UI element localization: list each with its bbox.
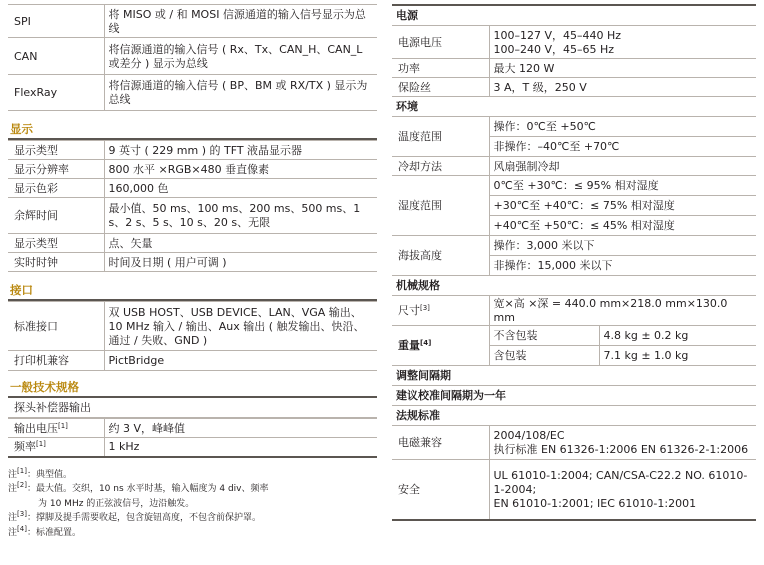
row-value: 最大 120 W [489, 59, 756, 78]
row-sublabel: 不含包装 [489, 326, 599, 346]
row-value: 非操作：15,000 米以下 [489, 256, 756, 276]
row-value: 操作：0℃至 +50℃ [489, 117, 756, 137]
note-prefix: 注 [8, 527, 18, 538]
footnote-ref: [4] [17, 524, 27, 533]
table-row [392, 296, 756, 326]
row-value: 4.8 kg ± 0.2 kg [599, 326, 756, 346]
table-row [8, 5, 377, 38]
row-label: 实时时钟 [8, 253, 104, 272]
table-row [8, 351, 377, 371]
row-value: 点、矢量 [104, 234, 377, 253]
row-value: 将 MISO 或 / 和 MOSI 信源通道的输入信号显示为总线 [104, 5, 377, 38]
note-prefix: 注 [8, 513, 18, 523]
row-label: SPI [8, 5, 104, 38]
row-sublabel: 含包装 [489, 346, 599, 366]
footnote-ref: [1] [36, 440, 46, 449]
row-label: 打印机兼容 [8, 351, 104, 371]
right-column [392, 4, 756, 521]
table-row [392, 26, 756, 59]
row-label: 海拔高度 [392, 236, 489, 276]
note-text: ：最大值。交织，10 ns 水平时基，输入幅度为 4 div、频率 [26, 484, 269, 494]
row-value: +30℃至 +40℃：≤ 75% 相对湿度 [489, 196, 756, 216]
row-value: UL 61010-1:2004; CAN/CSA-C22.2 NO. 61010-1-2004; EN 61010-1:2001; IEC 61010-1:2001 [489, 460, 756, 520]
section-title-environment: 环境 [396, 100, 418, 113]
footnote [8, 482, 377, 497]
row-value: 3 A，T 级，250 V [489, 78, 756, 97]
table-row [392, 157, 756, 176]
row-label-text: 尺寸 [398, 304, 420, 317]
note-prefix: 注 [8, 469, 18, 480]
power-table [392, 25, 756, 97]
row-value: PictBridge [104, 351, 377, 371]
footnote-ref: [3] [420, 304, 430, 312]
note-text: ：撑脚及提手需要收起，包含旋钮高度，不包含前保护罩。 [26, 513, 261, 523]
row-value: 时间及日期 ( 用户可调 ) [104, 253, 377, 272]
row-value: 9 英寸 ( 229 mm ) 的 TFT 液晶显示器 [104, 141, 377, 160]
row-label-text: 输出电压 [14, 421, 58, 435]
decode-table [8, 4, 377, 111]
row-value: 800 水平 ×RGB×480 垂直像素 [104, 160, 377, 179]
row-label [8, 419, 104, 438]
display-table [8, 140, 377, 272]
general-table [8, 418, 377, 458]
footnote-ref: [2] [17, 481, 27, 489]
row-label: 显示色彩 [8, 179, 104, 198]
row-label [392, 326, 489, 366]
regulatory-table [392, 425, 756, 521]
row-value: 风扇强制冷却 [489, 157, 756, 176]
row-label: 功率 [392, 59, 489, 78]
row-value: 将信源通道的输入信号 ( Rx、Tx、CAN_H、CAN_L 或差分 ) 显示为总线 [104, 38, 377, 75]
row-label: 显示分辨率 [8, 160, 104, 179]
row-label: 电源电压 [392, 26, 489, 59]
note-text: ：典型值。 [26, 469, 72, 480]
table-row [8, 179, 377, 198]
row-label: FlexRay [8, 75, 104, 111]
row-label: 湿度范围 [392, 176, 489, 236]
section-title-power: 电源 [392, 4, 756, 25]
environment-table [392, 116, 756, 276]
row-value: 160,000 色 [104, 179, 377, 198]
row-value: 非操作：–40℃至 +70℃ [489, 137, 756, 157]
row-value: 宽×高 ×深 = 440.0 mm×218.0 mm×130.0 mm [489, 296, 756, 326]
table-row [8, 38, 377, 75]
row-label: 温度范围 [392, 117, 489, 157]
row-value: 1 kHz [104, 438, 377, 457]
mechanical-table [392, 295, 756, 366]
row-value: 最小值、50 ms、100 ms、200 ms、500 ms、1 s、2 s、5 s、10 s、20 s、无限 [104, 198, 377, 234]
note-prefix: 注 [8, 484, 18, 494]
footnote-ref: [1] [17, 466, 27, 475]
table-row [8, 198, 377, 234]
table-row [392, 460, 756, 520]
row-value: 约 3 V，峰峰值 [104, 419, 377, 438]
footnote [8, 526, 377, 541]
row-value: 将信源通道的输入信号 ( BP、BM 或 RX/TX ) 显示为总线 [104, 75, 377, 111]
row-value: 操作：3,000 米以下 [489, 236, 756, 256]
footnote-ref: [3] [17, 510, 27, 518]
row-label-text: 频率 [14, 440, 36, 454]
row-label: 冷却方法 [392, 157, 489, 176]
row-label: CAN [8, 38, 104, 75]
row-value: 双 USB HOST、USB DEVICE、LAN、VGA 输出、10 MHz 输入 / 输出、Aux 输出 ( 触发输出、快沿、通过 / 失败、GND ) [104, 302, 377, 351]
probe-comp-label: 探头补偿器输出 [8, 398, 377, 418]
row-label: 安全 [392, 460, 489, 520]
note-text: 为 10 MHz 的正弦波信号，边沿触发。 [38, 498, 195, 509]
row-label [392, 296, 489, 326]
section-title-general: 一般技术规格 [8, 379, 377, 398]
table-row [8, 438, 377, 457]
row-value: 2004/108/EC 执行标准 EN 61326-1:2006 EN 61326-2-1:2006 [489, 426, 756, 460]
row-label: 电磁兼容 [392, 426, 489, 460]
row-label: 显示类型 [8, 234, 104, 253]
row-label: 余辉时间 [8, 198, 104, 234]
footnotes [8, 468, 377, 541]
table-row [392, 326, 756, 346]
table-row [8, 234, 377, 253]
row-value: +40℃至 +50℃：≤ 45% 相对湿度 [489, 216, 756, 236]
section-title-mechanical: 机械规格 [396, 279, 440, 292]
table-row [8, 253, 377, 272]
section-title-display: 显示 [8, 121, 377, 140]
row-value: 100–127 V，45–440 Hz 100–240 V，45–65 Hz [489, 26, 756, 59]
table-row [392, 236, 756, 256]
row-label-text: 重量 [398, 339, 420, 352]
left-column [8, 4, 377, 540]
table-row [392, 117, 756, 137]
footnote-ref: [4] [420, 339, 432, 347]
section-title-calibration: 调整间隔期 [396, 369, 451, 382]
table-row [8, 141, 377, 160]
table-row [392, 78, 756, 97]
table-row [392, 176, 756, 196]
interface-table [8, 301, 377, 371]
note-text: ：标准配置。 [26, 527, 81, 538]
calibration-value: 建议校准间隔期为一年 [392, 385, 756, 406]
row-label: 保险丝 [392, 78, 489, 97]
table-row [392, 426, 756, 460]
footnote [8, 511, 377, 526]
row-label [8, 438, 104, 457]
section-title-regulatory: 法规标准 [396, 409, 440, 422]
row-value: 7.1 kg ± 1.0 kg [599, 346, 756, 366]
table-row [8, 419, 377, 438]
row-value: 0℃至 +30℃：≤ 95% 相对湿度 [489, 176, 756, 196]
footnote-ref: [1] [58, 421, 68, 430]
table-row [8, 75, 377, 111]
section-title-interface: 接口 [8, 282, 377, 301]
footnote [8, 497, 377, 512]
table-row [8, 160, 377, 179]
table-row [8, 302, 377, 351]
footnote [8, 468, 377, 483]
row-label: 标准接口 [8, 302, 104, 351]
table-row [392, 59, 756, 78]
row-label: 显示类型 [8, 141, 104, 160]
